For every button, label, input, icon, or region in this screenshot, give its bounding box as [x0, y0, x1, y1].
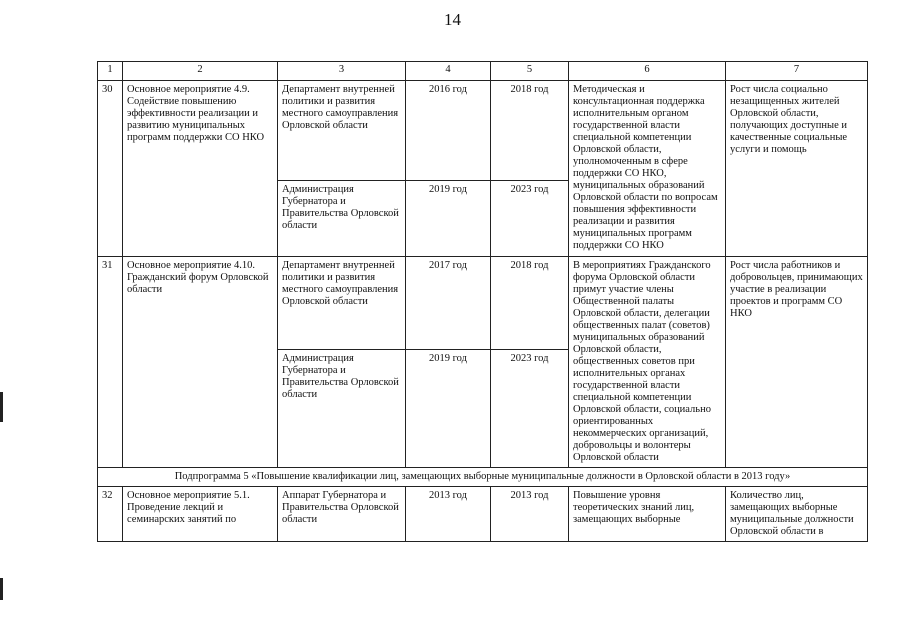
column-number: 6: [569, 62, 726, 81]
table-row: [98, 487, 868, 542]
measure-cell: Основное мероприятие 4.9. Содействие повышению эффективности реализации и развитию муниципальных программ поддержки СО НКО: [123, 81, 278, 257]
start-year-cell: 2013 год: [406, 487, 491, 542]
start-year-cell: 2019 год: [406, 181, 491, 257]
row-number: 30: [98, 81, 123, 257]
indicator-cell: Рост числа работников и добровольцев, принимающих участие в реализации проектов и программ СО НКО: [726, 257, 868, 468]
column-number: 3: [278, 62, 406, 81]
executor-cell: Департамент внутренней политики и развития местного самоуправления Орловской области: [278, 257, 406, 350]
column-number-row: [98, 62, 868, 81]
scan-margin-mark: [0, 392, 3, 422]
indicator-cell: Количество лиц, замещающих выборные муниципальные должности Орловской области в: [726, 487, 868, 542]
executor-cell: Администрация Губернатора и Правительства Орловской области: [278, 350, 406, 468]
result-cell: В мероприятиях Гражданского форума Орловской области примут участие члены Общественной палаты Орловской области, делегации общественных палат (советов) муниципальных образований Орловской области, общественных советов при исполнительных органах государственной власти специальной компетенции Орловской области, социально ориентированных некоммерческих организаций, добровольцы и волонтеры Орловской области: [569, 257, 726, 468]
start-year-cell: 2019 год: [406, 350, 491, 468]
page-number: 14: [444, 10, 461, 29]
executor-cell: Администрация Губернатора и Правительства Орловской области: [278, 181, 406, 257]
table-row: [98, 257, 868, 350]
result-cell: Повышение уровня теоретических знаний лиц, замещающих выборные: [569, 487, 726, 542]
measures-table: [97, 61, 868, 542]
column-number: 4: [406, 62, 491, 81]
indicator-cell: Рост числа социально незащищенных жителей Орловской области, получающих доступные и качественные социальные услуги и помощь: [726, 81, 868, 257]
end-year-cell: 2018 год: [491, 257, 569, 350]
executor-cell: Аппарат Губернатора и Правительства Орловской области: [278, 487, 406, 542]
scan-margin-mark: [0, 578, 3, 600]
subprogram-row: [98, 468, 868, 487]
measure-cell: Основное мероприятие 4.10. Гражданский форум Орловской области: [123, 257, 278, 468]
result-cell: Методическая и консультационная поддержка исполнительным органом государственной власти специальной компетенции Орловской области, уполномоченным в сфере поддержки СО НКО, муниципальных образований Орловской области по вопросам повышения эффективности реализации и развития муниципальных программ поддержки СО НКО: [569, 81, 726, 257]
end-year-cell: 2023 год: [491, 350, 569, 468]
table-row: [98, 81, 868, 181]
end-year-cell: 2023 год: [491, 181, 569, 257]
column-number: 7: [726, 62, 868, 81]
row-number: 32: [98, 487, 123, 542]
subprogram-title: Подпрограмма 5 «Повышение квалификации лиц, замещающих выборные муниципальные должности в Орловской области в 2013 году»: [98, 468, 868, 487]
column-number: 1: [98, 62, 123, 81]
start-year-cell: 2017 год: [406, 257, 491, 350]
column-number: 5: [491, 62, 569, 81]
column-number: 2: [123, 62, 278, 81]
end-year-cell: 2013 год: [491, 487, 569, 542]
row-number: 31: [98, 257, 123, 468]
measure-cell: Основное мероприятие 5.1. Проведение лекций и семинарских занятий по: [123, 487, 278, 542]
executor-cell: Департамент внутренней политики и развития местного самоуправления Орловской области: [278, 81, 406, 181]
end-year-cell: 2018 год: [491, 81, 569, 181]
start-year-cell: 2016 год: [406, 81, 491, 181]
